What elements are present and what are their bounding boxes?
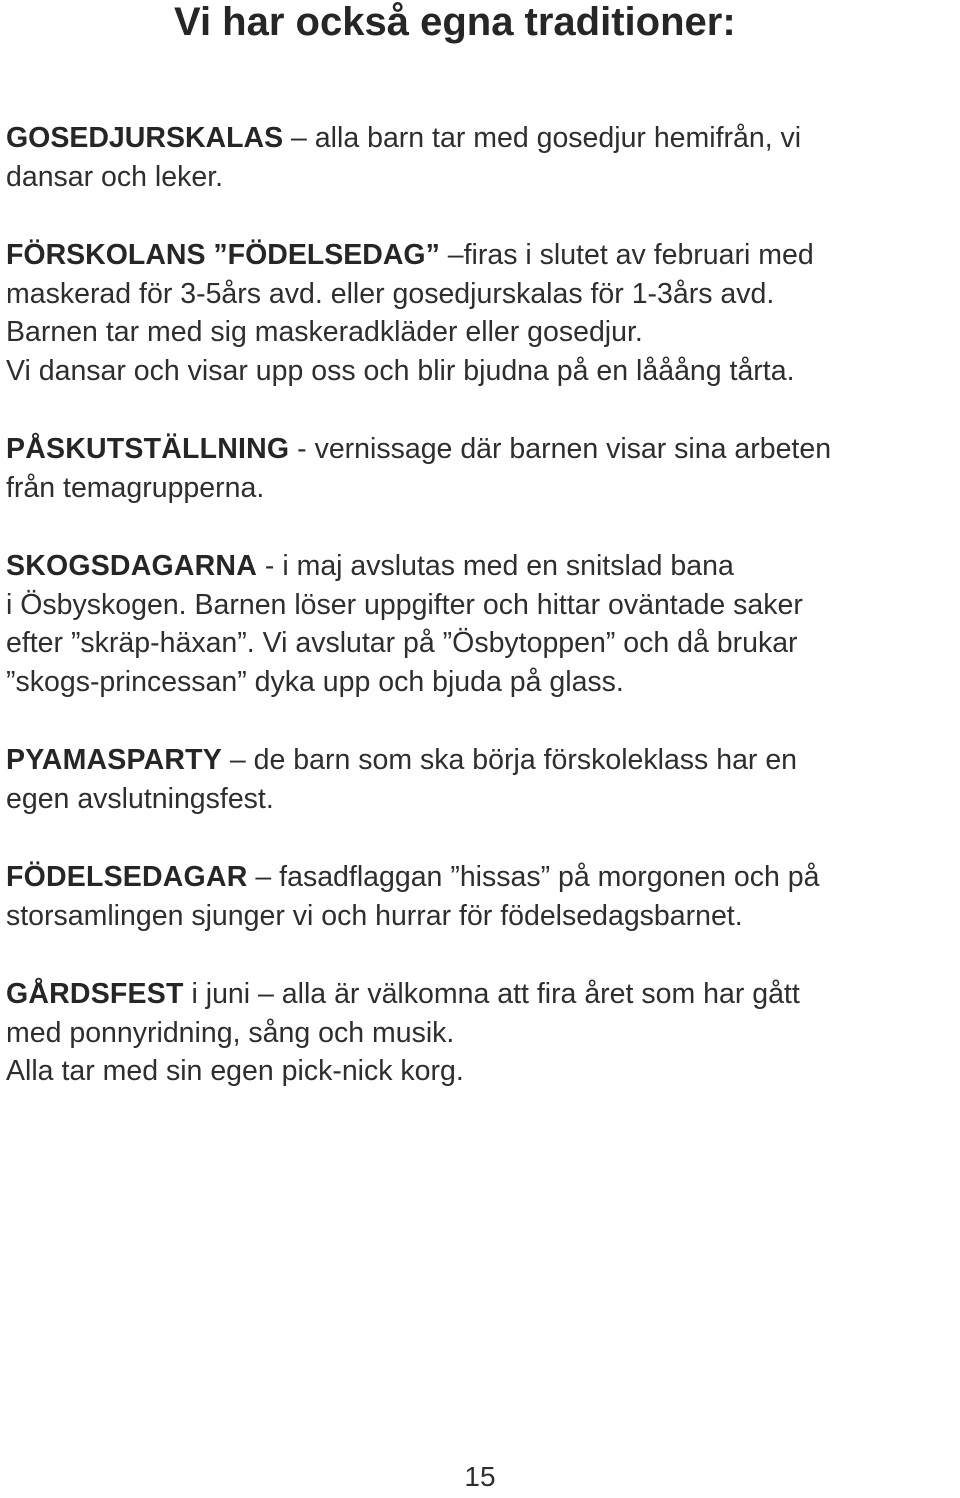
tradition-text: ”skogs-princessan” dyka upp och bjuda på glass.: [6, 665, 624, 698]
tradition-line: [6, 975, 956, 1014]
tradition-gardsfest: [6, 975, 956, 1091]
tradition-line: [6, 236, 956, 275]
tradition-line: [6, 858, 956, 897]
tradition-text: Vi dansar och visar upp oss och blir bjudna på en lååång tårta.: [6, 354, 795, 387]
tradition-heading: GOSEDJURSKALAS: [6, 122, 284, 154]
tradition-heading: PÅSKUTSTÄLLNING: [6, 433, 290, 465]
tradition-text: i juni – alla är välkomna att fira året som har gått: [183, 978, 800, 1010]
tradition-heading: SKOGSDAGARNA: [6, 550, 257, 582]
tradition-heading: FÖRSKOLANS ”FÖDELSEDAG”: [6, 239, 440, 271]
tradition-heading: FÖDELSEDAGAR: [6, 861, 248, 893]
tradition-line: [6, 741, 956, 780]
page-title: Vi har också egna traditioner:: [174, 0, 736, 44]
tradition-text: från temagrupperna.: [6, 471, 265, 504]
tradition-text: –firas i slutet av februari med: [439, 239, 814, 271]
tradition-text: i Ösbyskogen. Barnen löser uppgifter och hittar oväntade saker: [6, 588, 803, 621]
tradition-fodelsedagar: [6, 858, 956, 935]
tradition-text: – de barn som ska börja förskoleklass har en: [222, 744, 798, 776]
tradition-text: Barnen tar med sig maskeradkläder eller gosedjur.: [6, 316, 643, 348]
tradition-text: storsamlingen sjunger vi och hurrar för födelsedagsbarnet.: [6, 899, 743, 932]
tradition-heading: PYAMASPARTY: [6, 744, 222, 776]
tradition-text: – fasadflaggan ”hissas” på morgonen och på: [247, 861, 820, 893]
tradition-line: [6, 119, 956, 158]
tradition-text: med ponnyridning, sång och musik.: [6, 1016, 455, 1049]
tradition-text: - i maj avslutas med en snitslad bana: [257, 550, 734, 582]
tradition-skogsdagarna: [6, 547, 956, 701]
traditions-list: [6, 119, 956, 1131]
page-number: 15: [464, 1461, 496, 1492]
tradition-forskolans-fodelsedag: [6, 236, 956, 390]
tradition-heading: GÅRDSFEST: [6, 978, 184, 1010]
tradition-line: [6, 547, 956, 586]
tradition-gosedjurskalas: [6, 119, 956, 196]
tradition-line: [6, 430, 956, 469]
tradition-text: - vernissage där barnen visar sina arbeten: [289, 433, 832, 465]
tradition-text: – alla barn tar med gosedjur hemifrån, vi: [283, 122, 802, 154]
tradition-text: efter ”skräp-häxan”. Vi avslutar på ”Ösbytoppen” och då brukar: [6, 627, 798, 659]
tradition-text: maskerad för 3-5års avd. eller gosedjurskalas för 1-3års avd.: [6, 277, 775, 310]
tradition-pyamasparty: [6, 741, 956, 818]
tradition-text: Alla tar med sin egen pick-nick korg.: [6, 1055, 464, 1087]
tradition-text: dansar och leker.: [6, 160, 224, 193]
tradition-paskutstallning: [6, 430, 956, 507]
tradition-text: egen avslutningsfest.: [6, 782, 274, 815]
